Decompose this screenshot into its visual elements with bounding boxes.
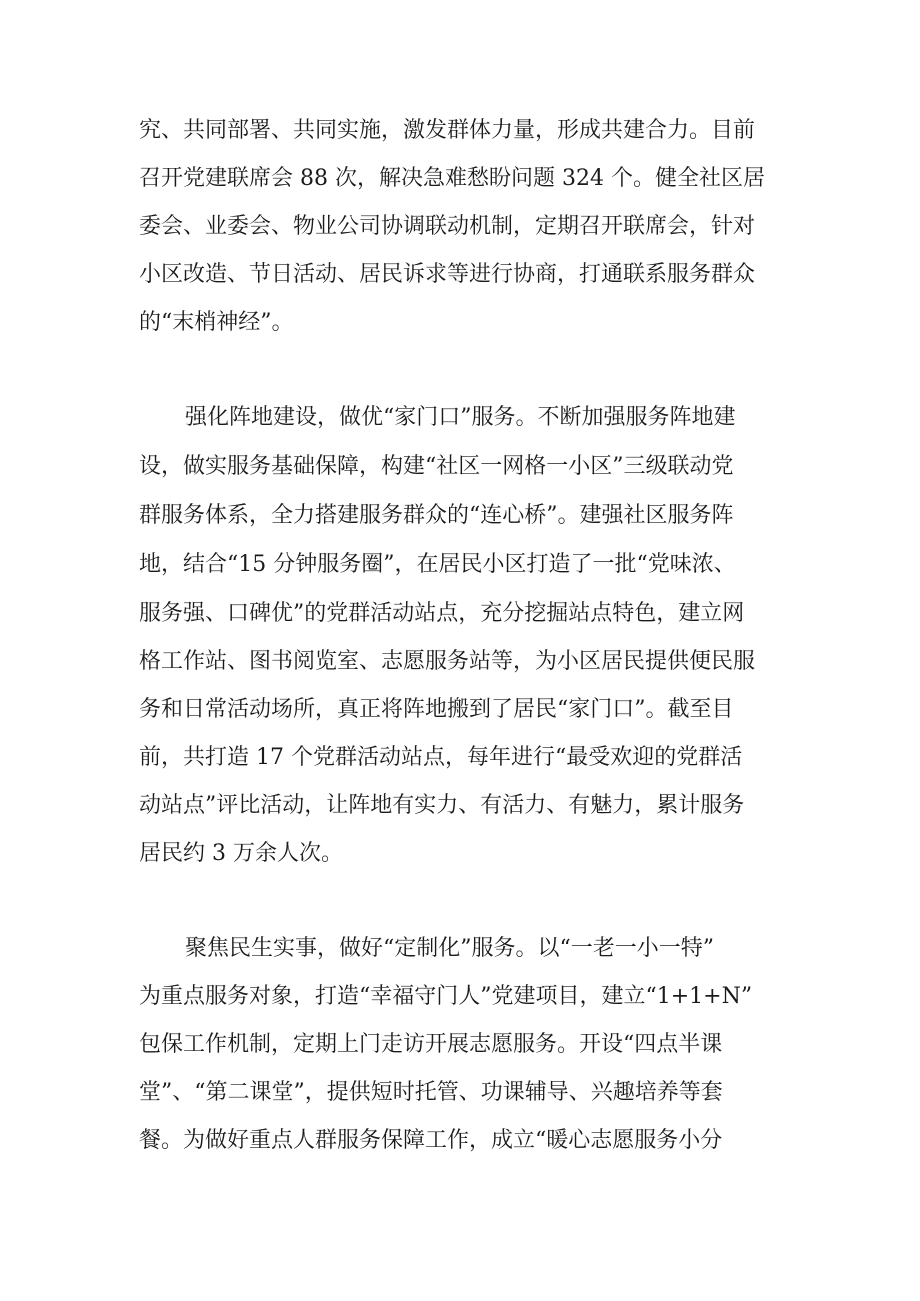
paragraph-2-line-3: 群服务体系，全力搭建服务群众的“连心桥”。建强社区服务阵 bbox=[139, 503, 734, 528]
paragraph-1-line-5: 的“末梢神经”。 bbox=[139, 310, 294, 335]
paragraph-2-line-6: 格工作站、图书阅览室、志愿服务站等，为小区居民提供便民服 bbox=[139, 649, 756, 674]
paragraph-3-line-5: 餐。为做好重点人群服务保障工作，成立“暖心志愿服务小分 bbox=[139, 1128, 723, 1153]
paragraph-3-line-4: 堂”、“第二课堂”，提供短时托管、功课辅导、兴趣培养等套 bbox=[139, 1080, 723, 1105]
paragraph-3-line-1: 聚焦民生实事，做好“定制化”服务。以“一老一小一特” bbox=[185, 936, 714, 961]
paragraph-3-line-2: 为重点服务对象，打造“幸福守门人”党建项目，建立“1+1+N” bbox=[139, 984, 753, 1009]
paragraph-2-line-1: 强化阵地建设，做优“家门口”服务。不断加强服务阵地建 bbox=[185, 405, 736, 430]
paragraph-1-line-4: 小区改造、节日活动、居民诉求等进行协商，打通联系服务群众 bbox=[139, 262, 756, 287]
paragraph-1-line-2: 召开党建联席会 88 次，解决急难愁盼问题 324 个。健全社区居 bbox=[139, 166, 765, 191]
paragraph-2-line-7: 务和日常活动场所，真正将阵地搬到了居民“家门口”。截至目 bbox=[139, 697, 734, 722]
paragraph-1-line-3: 委会、业委会、物业公司协调联动机制，定期召开联席会，针对 bbox=[139, 214, 756, 239]
paragraph-3-line-3: 包保工作机制，定期上门走访开展志愿服务。开设“四点半课 bbox=[139, 1032, 723, 1057]
paragraph-1-line-1: 究、共同部署、共同实施，激发群体力量，形成共建合力。目前 bbox=[139, 118, 756, 143]
paragraph-2-line-4: 地，结合“15 分钟服务圈”，在居民小区打造了一批“党味浓、 bbox=[139, 552, 736, 577]
paragraph-2-line-10: 居民约 3 万余人次。 bbox=[139, 841, 343, 866]
paragraph-2-line-8: 前，共打造 17 个党群活动站点，每年进行“最受欢迎的党群活 bbox=[139, 745, 743, 770]
paragraph-2-line-9: 动站点”评比活动，让阵地有实力、有活力、有魅力，累计服务 bbox=[139, 793, 745, 818]
paragraph-2-line-5: 服务强、口碑优”的党群活动站点，充分挖掘站点特色，建立网 bbox=[139, 601, 745, 626]
paragraph-2-line-2: 设，做实服务基础保障，构建“社区一网格一小区”三级联动党 bbox=[139, 454, 734, 479]
